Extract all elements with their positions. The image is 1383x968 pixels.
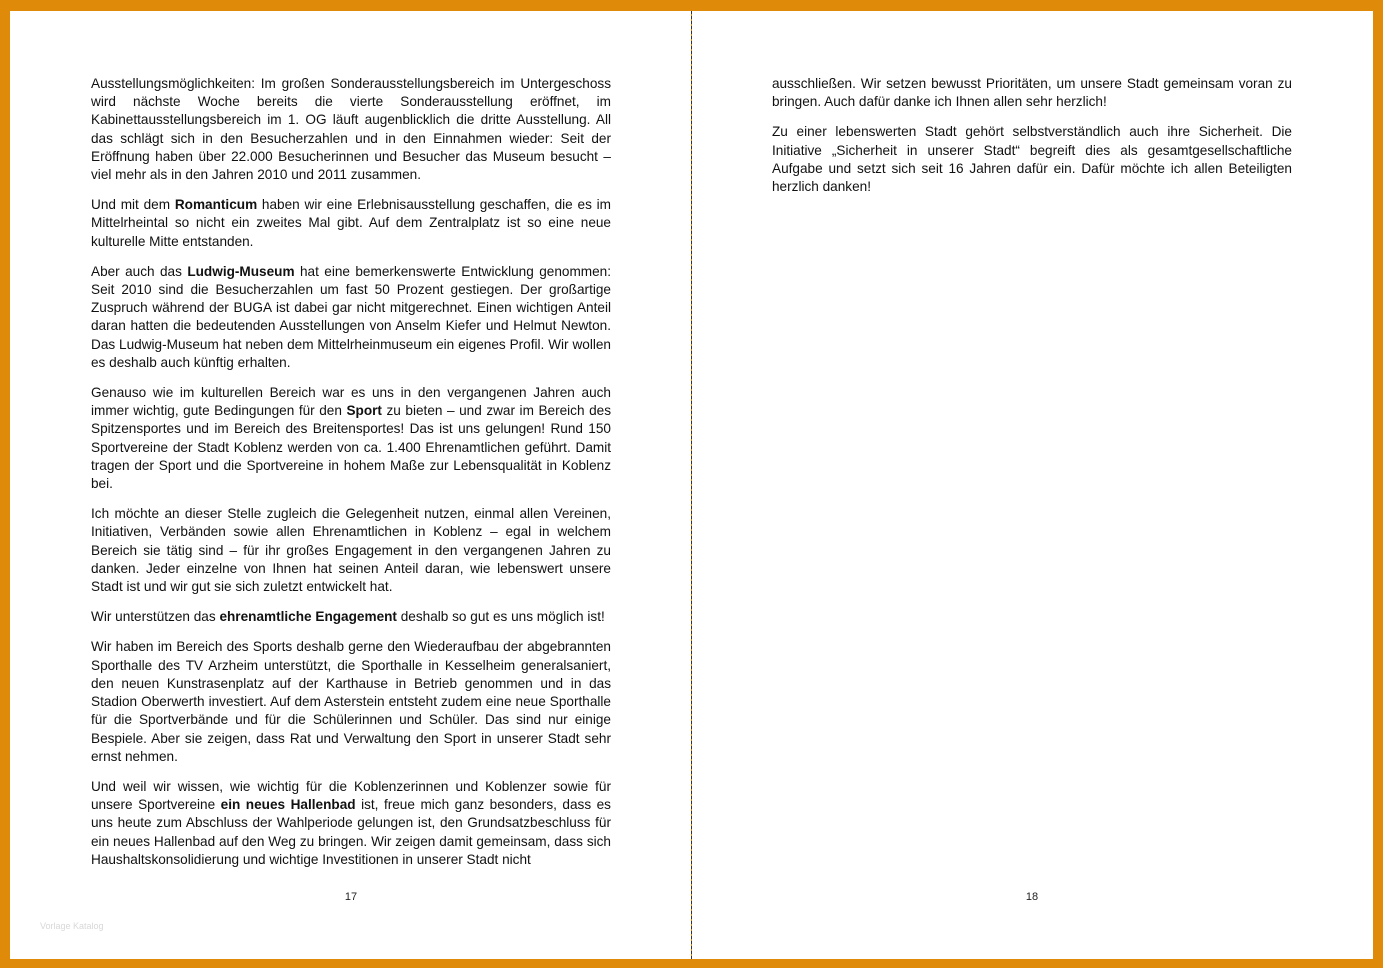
paragraph: [772, 75, 1292, 111]
right-page-text: [772, 75, 1292, 208]
text-run: Aber auch das: [91, 263, 188, 279]
page-number-left: 17: [344, 891, 358, 903]
paragraph: [91, 608, 611, 626]
text-run: Und weil wir wissen, wie wichtig für die Koblenzerinnen und Koblenzer sowie für unsere Sportvereine: [91, 778, 611, 813]
text-run: Ausstellungsmöglichkeiten: Im großen Sonderausstellungsbereich im Untergeschoss wird nächste Woche bereits die vierte Sonderausstellung eröffnet, im Kabinettausstellungsbereich im 1. OG läuft augenblicklich die dritte Ausstellung. All das schlägt sich in den Besucherzahlen und in den Einnahmen wieder: Seit der Eröffnung haben über 22.000 Besucherinnen und Besucher das Museum besucht – viel mehr als in den Jahren 2010 und 2011 zusammen.: [91, 76, 611, 183]
text-run: Und mit dem: [91, 197, 175, 213]
text-run: hat eine bemerkenswerte Entwicklung genommen: Seit 2010 sind die Besucherzahlen um fast 50 Prozent gestiegen. Der großartige Zuspruch während der BUGA ist dabei gar nicht mitgerechnet. Einen wichtigen Anteil daran hatten die bedeutenden Ausstellungen von Anselm Kiefer und Helmut Newton. Das Ludwig-Museum hat neben dem Mittelrheinmuseum ein eigenes Profil. Wir wollen es deshalb auch künftig erhalten.: [91, 263, 611, 370]
text-run: deshalb so gut es uns möglich ist!: [396, 609, 605, 625]
paragraph: [91, 196, 611, 251]
paragraph: [772, 123, 1292, 196]
left-page-text: [91, 75, 611, 881]
paragraph: [91, 638, 611, 765]
text-run: Genauso wie im kulturellen Bereich war es uns in den vergangenen Jahren auch immer wichtig, gute Bedingungen für den: [91, 385, 611, 419]
bold-term: Romanticum: [174, 197, 258, 213]
paragraph: [91, 384, 611, 493]
text-run: Ich möchte an dieser Stelle zugleich die Gelegenheit nutzen, einmal allen Vereinen, Initiativen, Verbänden sowie allen Ehrenamtlichen in Koblenz – egal in welchem Bereich sie tätig sind – für ihr großes Engagement in den vergangenen Jahren zu danken. Jeder einzelne von Ihnen hat seinen Anteil daran, wie lebenswert unsere Stadt ist und wir gut sie sich zuletzt entwickelt hat.: [91, 506, 611, 595]
bold-term: ehrenamtliche Engagement: [219, 609, 397, 625]
watermark: Vorlage Katalog: [40, 921, 104, 931]
left-page: [10, 11, 691, 959]
page-number-right: 18: [1025, 891, 1039, 903]
paragraph: [91, 263, 611, 372]
text-run: Wir haben im Bereich des Sports deshalb gerne den Wiederaufbau der abgebrannten Sporthalle des TV Arzheim unterstützt, die Sporthalle in Kesselheim generalsaniert, den neuen Kunstrasenplatz auf der Karthause in Betrieb genommen und in das Stadion Oberwerth investiert. Auf dem Asterstein entsteht zudem eine neue Sporthalle für die Sportverbände und für die Schülerinnen und Schüler. Das sind nur einige Bespiele. Aber sie zeigen, dass Rat und Verwaltung den Sport in unserer Stadt sehr ernst nehmen.: [91, 639, 611, 764]
text-run: zu bieten – und zwar im Bereich des Spitzensportes und im Bereich des Breitensportes! Das ist uns gelungen! Rund 150 Sportvereine der Stadt Koblenz werden von ca. 1.400 Ehrenamtlichen geführt. Damit tragen der Sport und die Sportvereine in hohem Maße zur Lebensqualität in Koblenz bei.: [91, 403, 611, 492]
text-run: ist, freue mich ganz besonders, dass es uns heute zum Abschluss der Wahlperiode gelungen ist, den Grundsatzbeschluss für ein neues Hallenbad auf den Weg zu bringen. Wir zeigen damit gemeinsam, dass sich Haushaltskonsolidierung und wichtige Investitionen in unserer Stadt nicht: [91, 797, 611, 867]
paragraph: [91, 778, 611, 869]
bold-term: ein neues Hallenbad: [220, 797, 356, 813]
text-run: ausschließen. Wir setzen bewusst Prioritäten, um unsere Stadt gemeinsam voran zu bringen. Auch dafür danke ich Ihnen allen sehr herzlich!: [772, 76, 1292, 110]
bold-term: Ludwig-Museum: [187, 263, 295, 279]
bold-term: Sport: [346, 403, 382, 419]
text-run: Zu einer lebenswerten Stadt gehört selbstverständlich auch ihre Sicherheit. Die Initiative „Sicherheit in unserer Stadt“ begreift dies als gesamtgesellschaftliche Aufgabe und setzt sich seit 16 Jahren dafür ein. Dafür möchte ich allen Beteiligten herzlich danken!: [772, 124, 1292, 195]
text-run: Wir unterstützen das: [91, 609, 220, 625]
right-page: [692, 11, 1373, 959]
paragraph: [91, 505, 611, 596]
text-run: haben wir eine Erlebnisausstellung geschaffen, die es im Mittelrheintal so nicht ein zweites Mal gibt. Auf dem Zentralplatz ist so eine neue kulturelle Mitte entstanden.: [91, 197, 611, 249]
paragraph: [91, 75, 611, 184]
